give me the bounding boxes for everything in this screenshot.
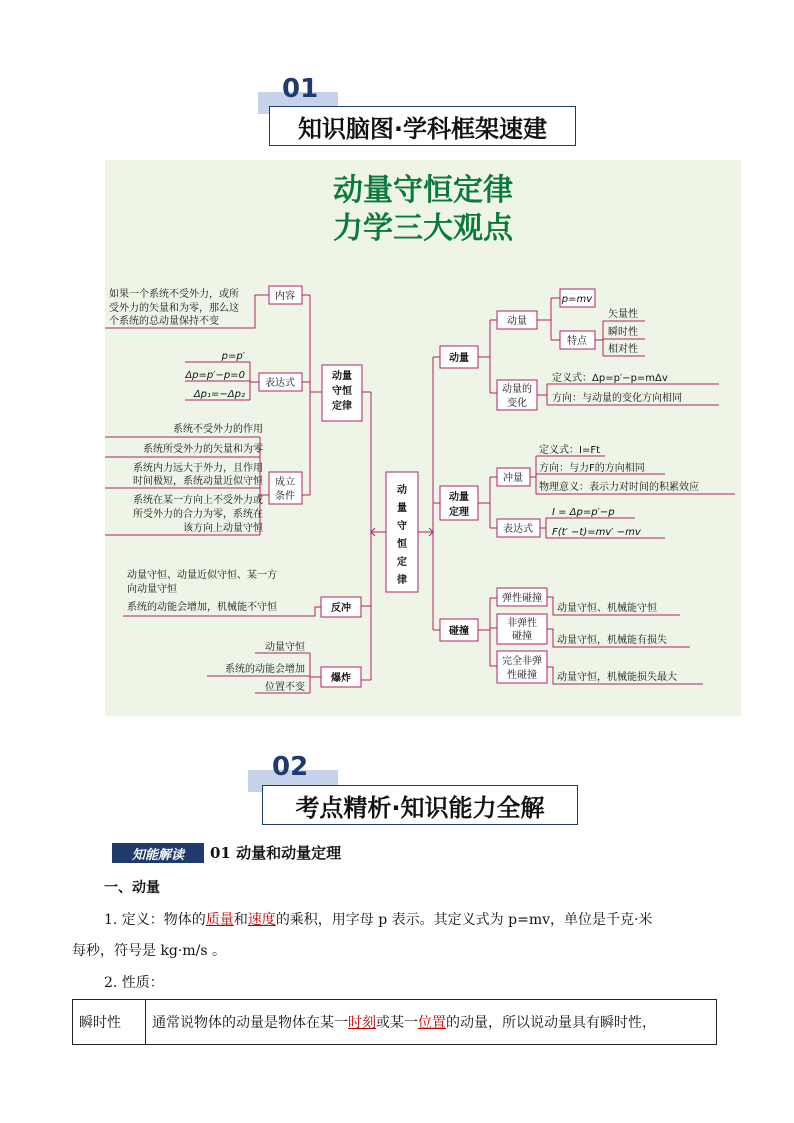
c-type-3-label-2: 性碰撞 xyxy=(507,670,537,681)
cell-moment: 时刻 xyxy=(348,1015,376,1031)
explode-label: 爆炸 xyxy=(331,673,351,684)
expr-item-1: p=p′ xyxy=(221,351,245,362)
cond-label-2: 条件 xyxy=(275,491,295,502)
def-mass: 质量 xyxy=(205,912,234,928)
mindmap-title-2: 力学三大观点 xyxy=(333,211,513,246)
impulse-item-1: 定义式：I=Ft xyxy=(539,445,601,456)
t-expr-item-1: I = Δp=p′−p xyxy=(552,507,615,518)
definition-line-1 xyxy=(104,910,652,930)
property-label: 2. 性质： xyxy=(104,975,164,991)
cond-item-1: 系统不受外力的作用 xyxy=(173,424,263,435)
content-text-2: 受外力的矢量和为零，那么这 xyxy=(109,303,239,314)
cell-text-2: 或某一 xyxy=(376,1015,418,1031)
impulse-label: 冲量 xyxy=(503,473,523,484)
content-text-3: 个系统的总动量保持不变 xyxy=(109,316,219,327)
heading-momentum: 一、动量 xyxy=(104,880,160,896)
expr-item-2: Δp=p′−p=0 xyxy=(185,370,245,381)
def-mid: 和 xyxy=(233,912,248,928)
cond-item-3: 系统内力远大于外力，且作用 xyxy=(133,463,263,474)
m-feature-3: 相对性 xyxy=(608,344,638,355)
mindmap-title-1: 动量守恒定律 xyxy=(333,173,513,208)
impulse-item-2: 方向：与力F的方向相同 xyxy=(539,463,645,474)
t-expr-item-2: F(t′ −t)=mv′ −mv xyxy=(552,527,641,538)
theorem-label-2: 定理 xyxy=(449,507,469,518)
m-feature-1: 矢量性 xyxy=(608,309,638,320)
center-char: 定 xyxy=(397,557,407,568)
c-result-3: 动量守恒，机械能损失最大 xyxy=(557,672,677,683)
c-type-2-label-2: 碰撞 xyxy=(512,631,532,642)
property-table xyxy=(72,999,717,1045)
def-prefix: 1. 定义：物体的 xyxy=(104,912,206,928)
content-text-1: 如果一个系统不受外力，或所 xyxy=(109,289,239,300)
content-label: 内容 xyxy=(275,291,295,302)
t-expr-label: 表达式 xyxy=(503,524,533,535)
section2-title: 考点精析·知识能力全解 xyxy=(262,785,578,825)
law-label-2: 守恒 xyxy=(332,386,352,397)
law-label-3: 定律 xyxy=(332,401,352,412)
m-feature-label: 特点 xyxy=(567,336,587,347)
center-char: 守 xyxy=(397,521,407,532)
c-type-1-label: 弹性碰撞 xyxy=(502,593,542,604)
explode-item-1: 动量守恒 xyxy=(265,642,305,653)
explode-item-2: 系统的动能会增加 xyxy=(225,664,305,675)
c-result-1: 动量守恒、机械能守恒 xyxy=(557,603,657,614)
recoil-label: 反冲 xyxy=(331,603,351,614)
m-change-label-1: 动量的 xyxy=(502,384,532,395)
section2-number: 02 xyxy=(272,752,309,782)
m-change-label-2: 变化 xyxy=(507,398,527,409)
cond-item-2: 系统所受外力的矢量和为零 xyxy=(143,444,263,455)
center-char: 恒 xyxy=(397,539,407,550)
m-change-1: 定义式：Δp=p′−p=mΔv xyxy=(552,373,668,384)
cell-position: 位置 xyxy=(418,1015,446,1031)
center-char: 动 xyxy=(397,485,407,496)
cond-item-4: 时间极短，系统动量近似守恒 xyxy=(133,476,263,487)
center-char: 律 xyxy=(397,575,407,586)
c-type-3-label-1: 完全非弹 xyxy=(502,656,542,667)
explode-item-3: 位置不变 xyxy=(265,682,305,693)
table-cell-label: 瞬时性 xyxy=(73,1000,146,1045)
recoil-item-1: 动量守恒、动量近似守恒、某一方 xyxy=(127,570,277,581)
momentum-label: 动量 xyxy=(449,353,469,364)
cell-text-1: 通常说物体的动量是物体在某一 xyxy=(152,1015,348,1031)
expr-label: 表达式 xyxy=(265,378,295,389)
recoil-item-3: 系统的动能会增加，机械能不守恒 xyxy=(127,602,277,613)
def-velocity: 速度 xyxy=(247,912,276,928)
collision-label: 碰撞 xyxy=(449,626,469,637)
theorem-label-1: 动量 xyxy=(449,492,469,503)
expr-item-3: Δp₁=−Δp₂ xyxy=(193,389,245,400)
c-type-2-label-1: 非弹性 xyxy=(507,618,537,629)
center-char: 量 xyxy=(397,503,407,514)
mind-map xyxy=(105,160,741,716)
section-tag: 知能解读 xyxy=(112,843,204,863)
m-change-2: 方向：与动量的变化方向相同 xyxy=(552,393,682,404)
cond-item-6: 所受外力的合力为零，系统在 xyxy=(133,509,263,520)
cond-item-7: 该方向上动量守恒 xyxy=(183,523,263,534)
m-feature-2: 瞬时性 xyxy=(608,327,638,338)
section1-title: 知识脑图·学科框架速建 xyxy=(269,106,576,146)
cell-text-3: 的动量，所以说动量具有瞬时性， xyxy=(446,1015,656,1031)
cond-item-5: 系统在某一方向上不受外力或 xyxy=(133,495,263,506)
impulse-item-3: 物理意义：表示力对时间的积累效应 xyxy=(539,482,699,493)
m-sub-label: 动量 xyxy=(507,316,527,327)
definition-line-2: 每秒，符号是 kg·m/s 。 xyxy=(72,943,226,959)
table-row xyxy=(73,1000,717,1045)
table-cell-content xyxy=(146,1000,717,1045)
recoil-item-2: 向动量守恒 xyxy=(127,584,177,595)
m-formula-text: p=mv xyxy=(561,294,593,305)
cond-label-1: 成立 xyxy=(275,477,295,488)
law-label-1: 动量 xyxy=(332,371,352,382)
topic-title: 01 动量和动量定理 xyxy=(210,844,342,862)
c-result-2: 动量守恒，机械能有损失 xyxy=(557,635,667,646)
def-rest: 的乘积，用字母 p 表示。其定义式为 p=mv，单位是千克·米 xyxy=(275,912,653,928)
section1-number: 01 xyxy=(282,74,319,104)
